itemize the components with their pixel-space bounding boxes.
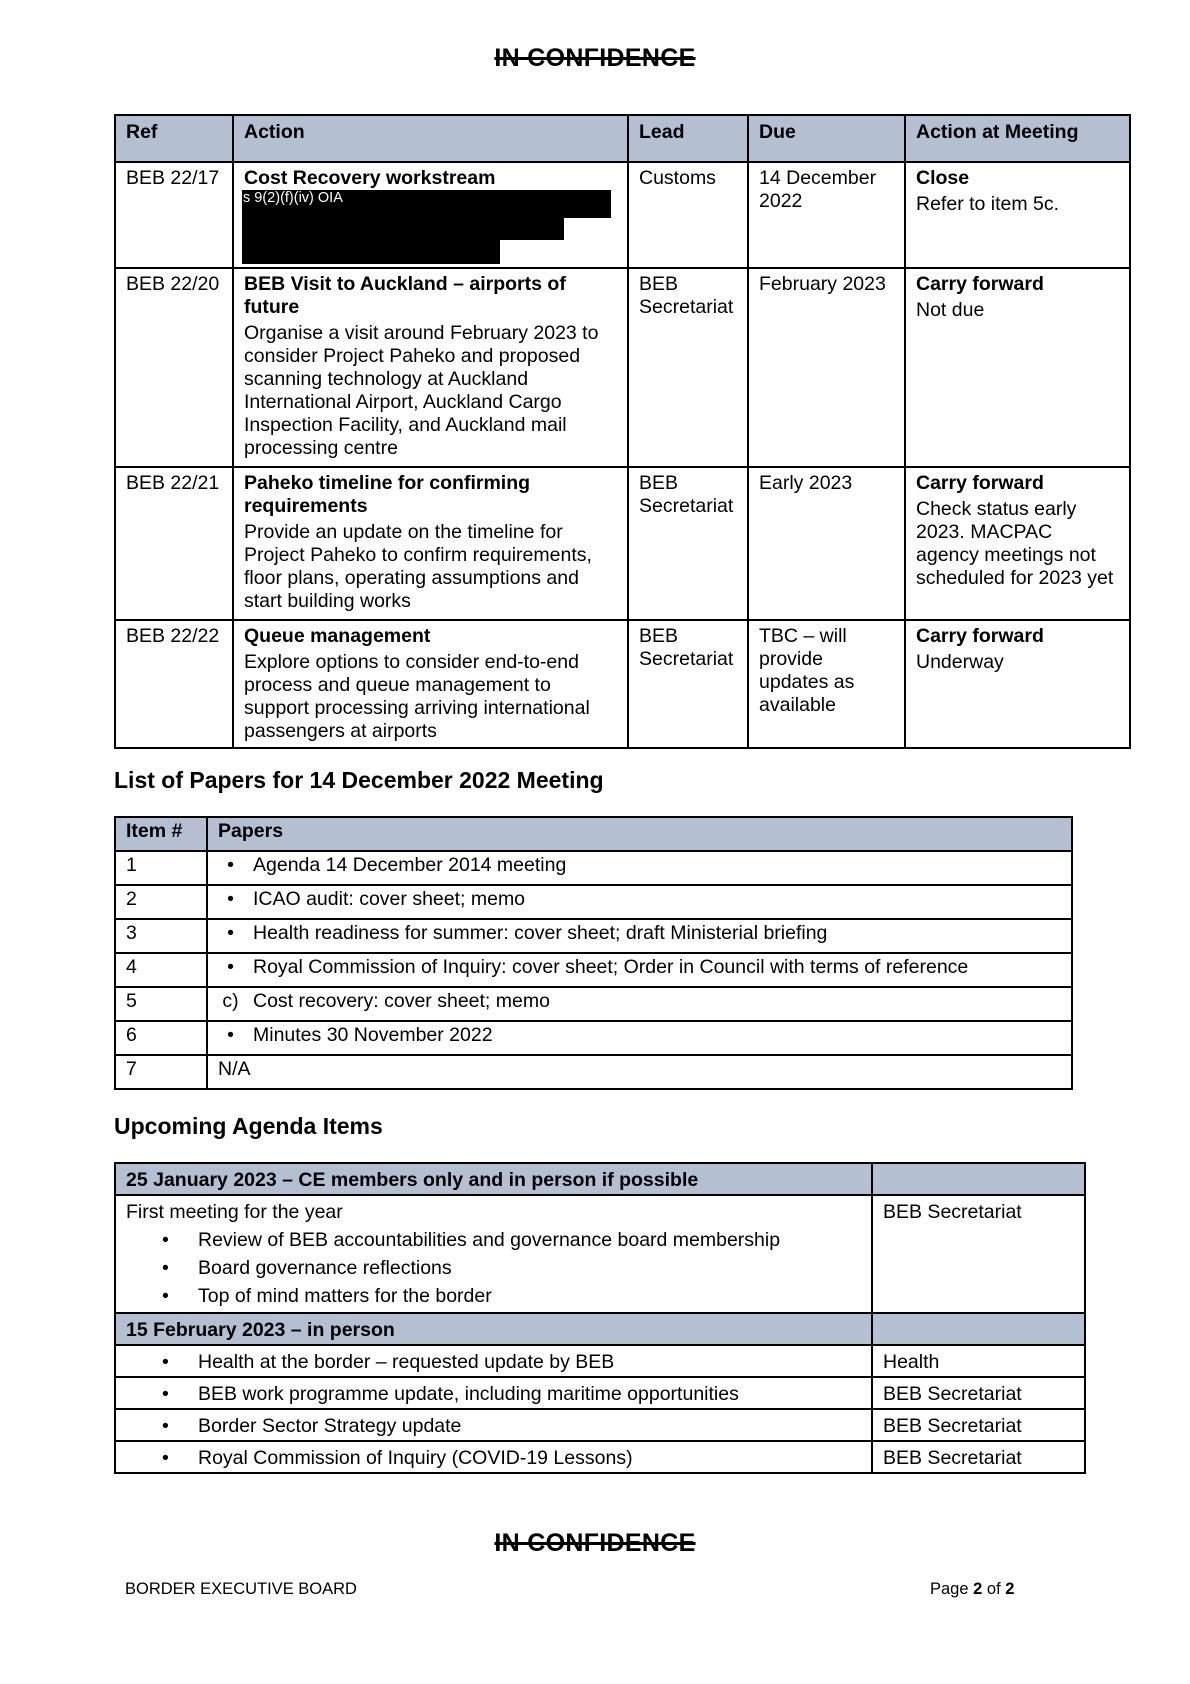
upcoming-agenda-table — [114, 1162, 1086, 1474]
section-header-blank — [872, 1313, 1085, 1345]
table-row — [115, 885, 1072, 919]
paper-cell — [207, 987, 1072, 1021]
paper-marker: c) — [222, 990, 239, 1012]
papers-heading: List of Papers for 14 December 2022 Meeting — [114, 767, 604, 793]
action-due: 14 December 2022 — [748, 162, 905, 268]
paper-marker: • — [227, 888, 234, 910]
table-row — [115, 1377, 1085, 1409]
list-item: • Review of BEB accountabilities and governance board membership — [198, 1226, 861, 1254]
paper-cell — [207, 851, 1072, 885]
agenda-cell — [115, 1441, 872, 1473]
upcoming-heading: Upcoming Agenda Items — [114, 1113, 383, 1139]
action-status: Carry forward — [916, 273, 1044, 295]
redaction-block — [242, 190, 617, 264]
list-item: • BEB work programme update, including maritime opportunities — [198, 1380, 861, 1408]
list-item: • Top of mind matters for the border — [198, 1282, 861, 1310]
action-ref: BEB 22/17 — [115, 162, 233, 268]
action-lead: BEB Secretariat — [628, 467, 748, 620]
list-item: • Royal Commission of Inquiry (COVID-19 Lessons) — [198, 1444, 861, 1472]
paper-item-number: 6 — [115, 1021, 207, 1055]
paper-item-number: 5 — [115, 987, 207, 1021]
action-due: February 2023 — [748, 268, 905, 467]
agenda-cell — [115, 1377, 872, 1409]
paper-cell — [207, 919, 1072, 953]
table-row — [115, 1409, 1085, 1441]
action-status: Close — [916, 167, 970, 189]
action-title: Queue management — [244, 625, 431, 647]
footer-org: BORDER EXECUTIVE BOARD — [125, 1580, 357, 1598]
paper-item-number: 1 — [115, 851, 207, 885]
redaction-label: s 9(2)(f)(iv) OIA — [242, 190, 611, 218]
classification-header: IN CONFIDENCE — [494, 44, 696, 72]
action-description: Organise a visit around February 2023 to consider Project Paheko and proposed scanning technology at Auckland International Airport, Auckland Cargo Inspection Facility, and Auckland mail processing centre — [244, 322, 599, 459]
header-lead: Lead — [628, 115, 748, 162]
agenda-intro: First meeting for the year — [126, 1201, 343, 1223]
section-header: 25 January 2023 – CE members only and in person if possible — [115, 1163, 872, 1195]
paper-text: Agenda 14 December 2014 meeting — [253, 854, 567, 876]
action-title: BEB Visit to Auckland – airports of future — [244, 273, 566, 318]
papers-table — [114, 816, 1073, 1090]
page-prefix: Page — [930, 1580, 974, 1598]
paper-text: Minutes 30 November 2022 — [253, 1024, 493, 1046]
paper-item-number: 2 — [115, 885, 207, 919]
header-action: Action — [233, 115, 628, 162]
action-status-cell — [905, 620, 1130, 748]
paper-item-number: 3 — [115, 919, 207, 953]
table-row — [115, 1021, 1072, 1055]
list-item: • Border Sector Strategy update — [198, 1412, 861, 1440]
action-lead: Customs — [628, 162, 748, 268]
paper-text: N/A — [207, 1055, 1072, 1089]
paper-marker: • — [227, 1024, 234, 1046]
action-cell — [233, 467, 628, 620]
agenda-cell — [115, 1409, 872, 1441]
paper-item-number: 7 — [115, 1055, 207, 1089]
action-cell — [233, 620, 628, 748]
agenda-lead: Health — [872, 1345, 1085, 1377]
agenda-cell — [115, 1195, 872, 1313]
table-row — [115, 467, 1130, 620]
header-item-number: Item # — [115, 817, 207, 851]
list-item: • Board governance reflections — [198, 1254, 861, 1282]
action-status: Carry forward — [916, 625, 1044, 647]
action-cell — [233, 162, 628, 268]
table-row — [115, 953, 1072, 987]
action-ref: BEB 22/21 — [115, 467, 233, 620]
agenda-lead: BEB Secretariat — [872, 1409, 1085, 1441]
action-status-note: Check status early 2023. MACPAC agency meetings not scheduled for 2023 yet — [916, 498, 1114, 589]
table-row — [115, 1441, 1085, 1473]
action-description: Explore options to consider end-to-end process and queue management to support processing arriving international passengers at airports — [244, 651, 590, 742]
table-row — [115, 987, 1072, 1021]
action-status-note: Underway — [916, 651, 1004, 673]
section-header: 15 February 2023 – in person — [115, 1313, 872, 1345]
agenda-list — [126, 1226, 861, 1310]
agenda-lead: BEB Secretariat — [872, 1377, 1085, 1409]
paper-marker: • — [227, 956, 234, 978]
action-status: Carry forward — [916, 472, 1044, 494]
header-ref: Ref — [115, 115, 233, 162]
table-row — [115, 851, 1072, 885]
table-row — [115, 268, 1130, 467]
section-header-row — [115, 1313, 1085, 1345]
action-description: Provide an update on the timeline for Project Paheko to confirm requirements, floor plans, operating assumptions and start building works — [244, 521, 592, 612]
action-due: Early 2023 — [748, 467, 905, 620]
classification-footer: IN CONFIDENCE — [494, 1529, 696, 1557]
paper-item-number: 4 — [115, 953, 207, 987]
paper-text: Cost recovery: cover sheet; memo — [253, 990, 550, 1012]
action-lead: BEB Secretariat — [628, 268, 748, 467]
paper-marker: • — [227, 854, 234, 876]
action-ref: BEB 22/22 — [115, 620, 233, 748]
page-current: 2 — [973, 1580, 983, 1598]
paper-text: Health readiness for summer: cover sheet; draft Ministerial briefing — [253, 922, 828, 944]
section-header-blank — [872, 1163, 1085, 1195]
paper-cell — [207, 885, 1072, 919]
table-row — [115, 1345, 1085, 1377]
paper-text: ICAO audit: cover sheet; memo — [253, 888, 526, 910]
action-title: Cost Recovery workstream — [244, 167, 496, 189]
list-item: • Health at the border – requested update by BEB — [198, 1348, 861, 1376]
table-row — [115, 620, 1130, 748]
section-header-row — [115, 1163, 1085, 1195]
actions-table — [114, 114, 1131, 749]
actions-header-row — [115, 115, 1130, 162]
header-due: Due — [748, 115, 905, 162]
paper-cell — [207, 1021, 1072, 1055]
table-row — [115, 1195, 1085, 1313]
table-row — [115, 1055, 1072, 1089]
action-status-cell — [905, 268, 1130, 467]
action-status-cell — [905, 467, 1130, 620]
action-status-note: Refer to item 5c. — [916, 193, 1060, 215]
page-total: 2 — [1005, 1580, 1015, 1598]
agenda-lead: BEB Secretariat — [872, 1195, 1085, 1313]
action-lead: BEB Secretariat — [628, 620, 748, 748]
table-row — [115, 919, 1072, 953]
action-status-cell — [905, 162, 1130, 268]
action-status-note: Not due — [916, 299, 985, 321]
paper-cell — [207, 953, 1072, 987]
agenda-lead: BEB Secretariat — [872, 1441, 1085, 1473]
action-due: TBC – will provide updates as available — [748, 620, 905, 748]
page-of: of — [982, 1580, 1006, 1598]
papers-header-row — [115, 817, 1072, 851]
table-row — [115, 162, 1130, 268]
action-ref: BEB 22/20 — [115, 268, 233, 467]
agenda-cell — [115, 1345, 872, 1377]
page-number — [930, 1580, 1014, 1599]
action-title: Paheko timeline for confirming requirements — [244, 472, 531, 517]
header-action-at-meeting: Action at Meeting — [905, 115, 1130, 162]
header-papers: Papers — [207, 817, 1072, 851]
paper-text: Royal Commission of Inquiry: cover sheet; Order in Council with terms of reference — [253, 956, 969, 978]
action-cell — [233, 268, 628, 467]
paper-marker: • — [227, 922, 234, 944]
